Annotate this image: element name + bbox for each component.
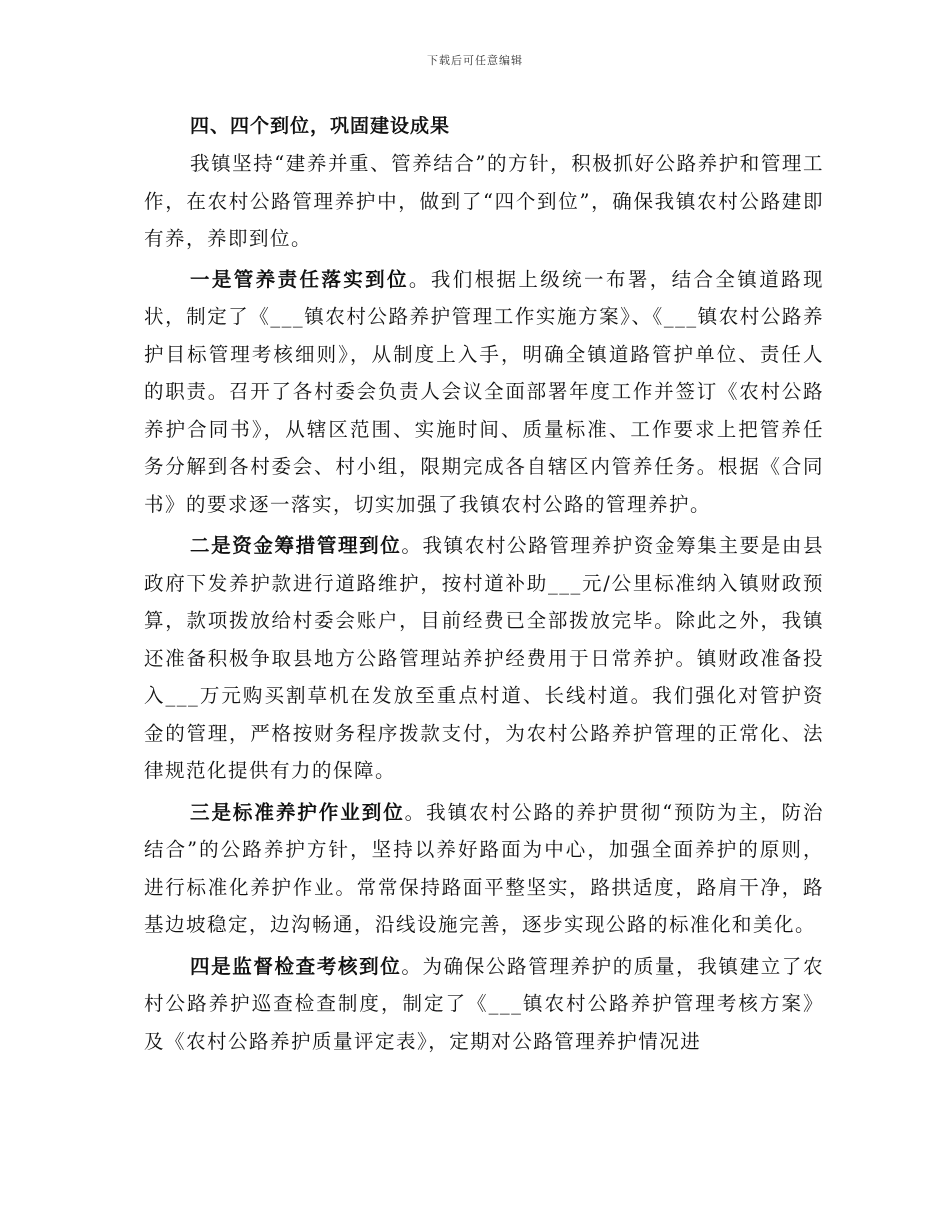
paragraph-standard-maintenance: [144, 794, 824, 944]
paragraph-lead: 四是监督检查考核到位: [190, 954, 402, 978]
paragraph-lead: 一是管养责任落实到位: [190, 267, 409, 291]
paragraph-supervision: [144, 948, 824, 1061]
paragraph-lead: 二是资金筹措管理到位: [190, 534, 402, 557]
paragraph-body: 。我镇农村公路的养护贯彻“预防为主，防治结合”的公路养护方针，坚持以养好路面为中心，加强全面养护的原则，进行标准化养护作业。常常保持路面平整坚实，路拱适度，路肩干净，路基边坡稳定，边沟畅通，沿线设施完善，逐步实现公路的标准化和美化。: [144, 800, 824, 936]
document-body: [144, 108, 824, 1060]
paragraph-body: 。为确保公路管理养护的质量，我镇建立了农村公路养护巡查检查制度，制定了《___镇农村公路养护管理考核方案》及《农村公路养护质量评定表》，定期对公路管理养护情况进: [144, 954, 824, 1053]
page-header-note: 下载后可任意编辑: [427, 54, 523, 67]
paragraph-body: 。我们根据上级统一布署，结合全镇道路现状，制定了《___镇农村公路养护管理工作实施方案》、《___镇农村公路养护目标管理考核细则》，从制度上入手，明确全镇道路管护单位、责任人的职责。召开了各村委会负责人会议全面部署年度工作并签订《农村公路养护合同书》，从辖区范围、实施时间、质量标准、工作要求上把管养任务分解到各村委会、村小组，限期完成各自辖区内管养任务。根据《合同书》的要求逐一落实，切实加强了我镇农村公路的管理养护。: [144, 267, 824, 516]
intro-paragraph: 我镇坚持“建养并重、管养结合”的方针，积极抓好公路养护和管理工作，在农村公路管理养护中，做到了“四个到位”，确保我镇农村公路建即有养，养即到位。: [144, 152, 824, 250]
paragraph-funding: [144, 527, 824, 790]
section-heading: 四、四个到位，巩固建设成果: [190, 115, 451, 137]
paragraph-responsibility: [144, 261, 824, 524]
paragraph-body: 。我镇农村公路管理养护资金筹集主要是由县政府下发养护款进行道路维护，按村道补助___元/公里标准纳入镇财政预算，款项拨放给村委会账户，目前经费已全部拨放完毕。除此之外，我镇还准备积极争取县地方公路管理站养护经费用于日常养护。镇财政准备投入___万元购买割草机在发放至重点村道、长线村道。我们强化对管护资金的管理，严格按财务程序拨款支付，为农村公路养护管理的正常化、法律规范化提供有力的保障。: [144, 534, 824, 782]
paragraph-lead: 三是标准养护作业到位: [190, 800, 405, 824]
